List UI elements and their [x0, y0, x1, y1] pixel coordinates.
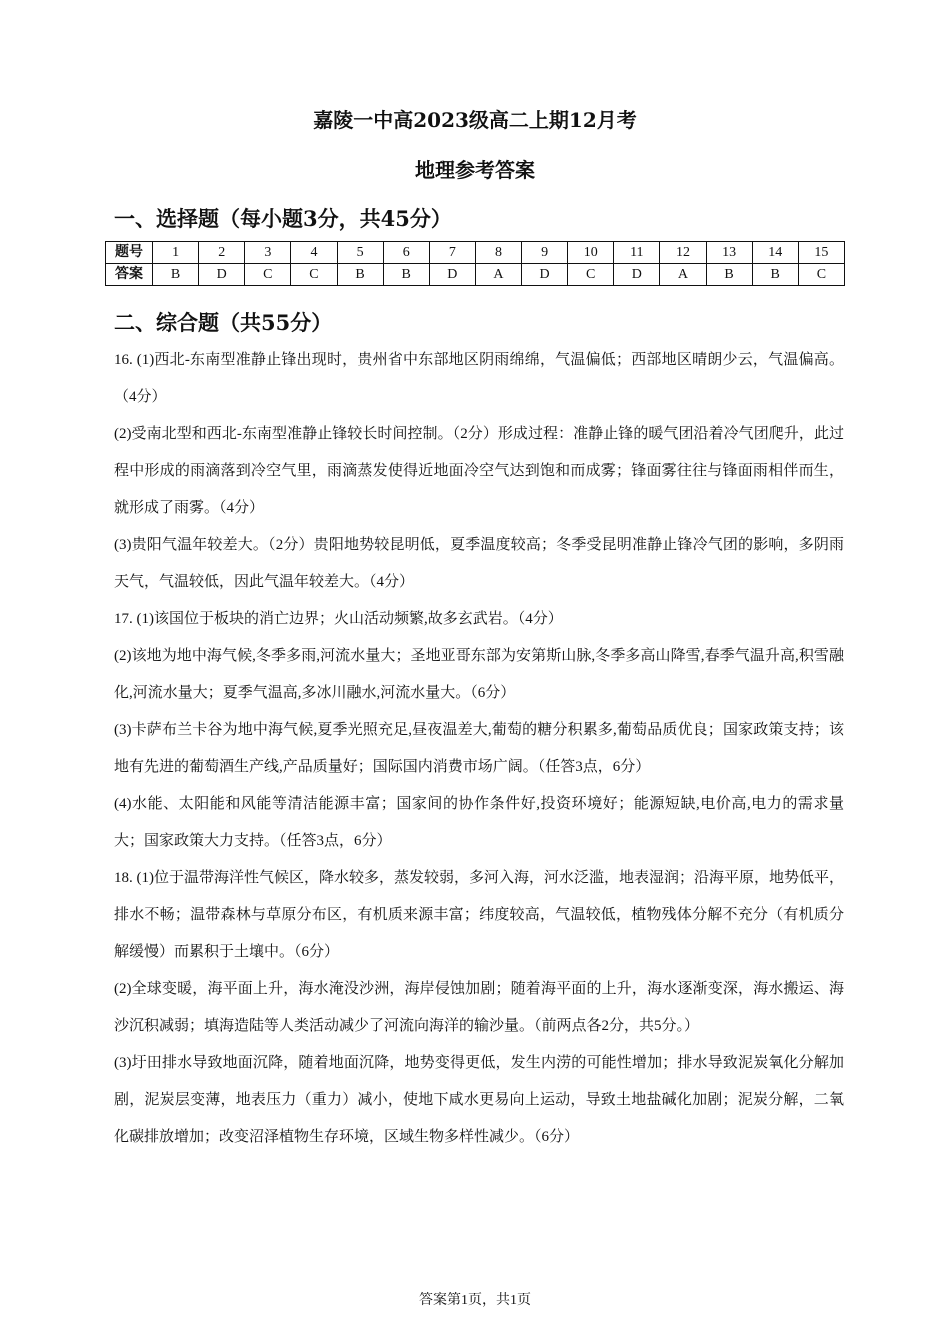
answer-cell: B	[337, 264, 383, 286]
answer-paragraph: 17. (1)该国位于板块的消亡边界；火山活动频繁,故多玄武岩。（4分）	[114, 611, 563, 627]
section-heading-comprehensive: 二、综合题（共55分）	[114, 310, 333, 335]
answer-paragraph: (3)圩田排水导致地面沉降，随着地面沉降，地势变得更低，发生内涝的可能性增加；排水导致泥炭氧化分解加剧，泥炭层变薄，地表压力（重力）减小，使地下咸水更易向上运动，导致土地盐碱化加剧；泥炭分解，二氧化碳排放增加；改变沼泽植物生存环境，区域生物多样性减少。（6分）	[114, 1055, 844, 1145]
answer-paragraph: (2)受南北型和西北-东南型准静止锋较长时间控制。（2分）形成过程：准静止锋的暖气团沿着冷气团爬升，此过程中形成的雨滴落到冷空气里，雨滴蒸发使得近地面冷空气达到饱和而成雾；锋面雾往往与锋面雨相伴而生，就形成了雨雾。（4分）	[114, 426, 844, 516]
page-footer: 答案第1页，共1页	[419, 1293, 531, 1308]
answer-cell: B	[752, 264, 798, 286]
question-number-cell: 11	[614, 242, 660, 264]
answer-cell: C	[798, 264, 844, 286]
answer-paragraph: 18. (1)位于温带海洋性气候区，降水较多，蒸发较弱，多河入海，河水泛滥，地表湿润；沿海平原，地势低平，排水不畅；温带森林与草原分布区，有机质来源丰富；纬度较高，气温较低，植物残体分解不充分（有机质分解缓慢）而累积于土壤中。（6分）	[114, 870, 844, 960]
answer-cell: D	[199, 264, 245, 286]
document-title: 嘉陵一中高2023级高二上期12月考	[313, 108, 637, 132]
answer-paragraph: 16. (1)西北-东南型准静止锋出现时，贵州省中东部地区阴雨绵绵，气温偏低；西部地区晴朗少云，气温偏高。（4分）	[114, 352, 844, 405]
answer-cell: D	[614, 264, 660, 286]
document-subtitle: 地理参考答案	[415, 158, 535, 182]
question-number-cell: 6	[383, 242, 429, 264]
section-heading-choice: 一、选择题（每小题3分，共45分）	[114, 206, 452, 231]
answer-cell: B	[153, 264, 199, 286]
question-number-cell: 2	[199, 242, 245, 264]
question-number-cell: 3	[245, 242, 291, 264]
answer-paragraph: (2)该地为地中海气候,冬季多雨,河流水量大；圣地亚哥东部为安第斯山脉,冬季多高山降雪,春季气温升高,积雪融化,河流水量大；夏季气温高,多冰川融水,河流水量大。（6分）	[114, 648, 844, 701]
question-number-cell: 7	[429, 242, 475, 264]
answer-cell: C	[245, 264, 291, 286]
answer-cell: D	[522, 264, 568, 286]
answer-paragraph: (3)贵阳气温年较差大。（2分）贵阳地势较昆明低，夏季温度较高；冬季受昆明准静止锋冷气团的影响，多阴雨天气，气温较低，因此气温年较差大。（4分）	[114, 537, 844, 590]
row-label-number: 题号	[106, 242, 153, 264]
question-number-cell: 9	[522, 242, 568, 264]
question-number-cell: 12	[660, 242, 706, 264]
answer-row	[106, 264, 845, 286]
answer-paragraph: (3)卡萨布兰卡谷为地中海气候,夏季光照充足,昼夜温差大,葡萄的糖分积累多,葡萄品质优良；国家政策支持；该地有先进的葡萄酒生产线,产品质量好；国际国内消费市场广阔。（任答3点，6分）	[114, 722, 844, 775]
question-number-cell: 5	[337, 242, 383, 264]
answer-cell: D	[429, 264, 475, 286]
answer-cell: B	[706, 264, 752, 286]
answer-paragraph: (2)全球变暖，海平面上升，海水淹没沙洲，海岸侵蚀加剧；随着海平面的上升，海水逐渐变深，海水搬运、海沙沉积减弱；填海造陆等人类活动减少了河流向海洋的输沙量。（前两点各2分，共5分。）	[114, 981, 844, 1034]
answer-cell: C	[291, 264, 337, 286]
answer-cell: A	[660, 264, 706, 286]
question-number-row	[106, 242, 845, 264]
answer-cell: C	[568, 264, 614, 286]
answer-cell: B	[383, 264, 429, 286]
answer-paragraph: (4)水能、太阳能和风能等清洁能源丰富；国家间的协作条件好,投资环境好；能源短缺,电价高,电力的需求量大；国家政策大力支持。（任答3点，6分）	[114, 796, 844, 849]
answer-body	[114, 342, 844, 1156]
answer-table	[105, 241, 845, 286]
question-number-cell: 1	[153, 242, 199, 264]
answer-cell: A	[475, 264, 521, 286]
question-number-cell: 4	[291, 242, 337, 264]
row-label-answer: 答案	[106, 264, 153, 286]
question-number-cell: 13	[706, 242, 752, 264]
question-number-cell: 15	[798, 242, 844, 264]
question-number-cell: 8	[475, 242, 521, 264]
question-number-cell: 14	[752, 242, 798, 264]
question-number-cell: 10	[568, 242, 614, 264]
